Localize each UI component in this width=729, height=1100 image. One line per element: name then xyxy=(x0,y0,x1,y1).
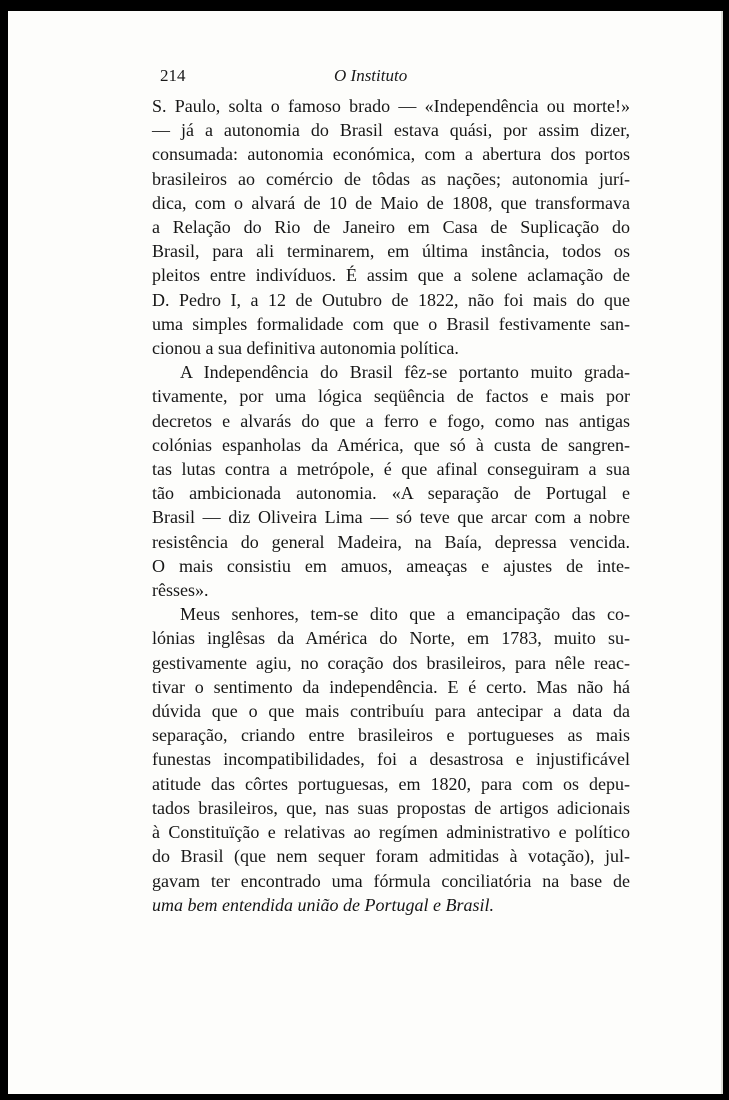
text-line: Brasil — diz Oliveira Lima — só teve que arcar com a nobre xyxy=(152,507,630,528)
paragraph-2 xyxy=(152,360,630,602)
text-line: O mais consistiu em amuos, ameaças e ajustes de inte- xyxy=(152,555,630,576)
text-line: tas lutas contra a metrópole, é que afinal conseguiram a sua xyxy=(152,459,630,480)
text-line: tão ambicionada autonomia. «A separação de Portugal e xyxy=(152,483,630,504)
text-line: dúvida que o que mais contribuíu para antecipar a data da xyxy=(152,701,630,722)
text-line: cionou a sua definitiva autonomia política. xyxy=(152,338,459,359)
text-line: tados brasileiros, que, nas suas propostas de artigos adicionais xyxy=(152,797,630,818)
text-line: S. Paulo, solta o famoso brado — «Independência ou morte!» xyxy=(152,96,630,116)
text-line: — já a autonomia do Brasil estava quási, por assim dizer, xyxy=(152,120,630,141)
text-line: do Brasil (que nem sequer foram admitidas à votação), jul- xyxy=(152,846,630,867)
text-line: brasileiros ao comércio de tôdas as nações; autonomia jurí- xyxy=(152,168,630,189)
text-line: funestas incompatibilidades, foi a desastrosa e injustificável xyxy=(152,749,630,770)
text-line: rêsses». xyxy=(152,580,209,601)
text-line: gavam ter encontrado uma fórmula conciliatória na base de xyxy=(152,870,630,891)
text-line: a Relação do Rio de Janeiro em Casa de Suplicação do xyxy=(152,217,630,238)
text-line: resistência do general Madeira, na Baía, depressa vencida. xyxy=(152,531,630,552)
paragraph-3 xyxy=(152,602,630,917)
text-line: gestivamente agiu, no coração dos brasileiros, para nêle reac- xyxy=(152,652,630,673)
italic-closing-line: uma bem entendida união de Portugal e Brasil. xyxy=(152,894,494,915)
text-line: pleitos entre indivíduos. É assim que a solene aclamação de xyxy=(152,265,630,286)
text-line: A Independência do Brasil fêz-se portanto muito grada- xyxy=(180,362,630,383)
text-line: lónias inglêsas da América do Norte, em 1783, muito su- xyxy=(152,628,630,649)
text-line: atitude das côrtes portuguesas, em 1820, para com os depu- xyxy=(152,773,630,794)
text-line: tivamente, por uma lógica seqüência de factos e mais por xyxy=(152,386,630,407)
text-line: uma simples formalidade com que o Brasil festivamente san- xyxy=(152,313,630,334)
text-line: decretos e alvarás do que a ferro e fogo, como nas antigas xyxy=(152,410,630,431)
text-line: consumada: autonomia económica, com a abertura dos portos xyxy=(152,144,630,165)
text-line: Brasil, para ali terminarem, em última instância, todos os xyxy=(152,241,630,262)
text-line: tivar o sentimento da independência. E é certo. Mas não há xyxy=(152,676,630,697)
text-line: separação, criando entre brasileiros e portugueses as mais xyxy=(152,725,630,746)
page-number: 214 xyxy=(160,66,186,85)
text-line: dica, com o alvará de 10 de Maio de 1808, que transformava xyxy=(152,192,630,213)
text-line: D. Pedro I, a 12 de Outubro de 1822, não foi mais do que xyxy=(152,289,630,310)
text-line: Meus senhores, tem-se dito que a emancipação das co- xyxy=(180,604,630,625)
paragraph-1 xyxy=(152,94,630,360)
text-line: à Constituïção e relativas ao regímen administrativo e político xyxy=(152,822,630,843)
running-title: O Instituto xyxy=(334,66,408,85)
page-header xyxy=(141,60,641,90)
text-line: colónias espanholas da América, que só à custa de sangren- xyxy=(152,434,630,455)
body-text xyxy=(152,94,630,917)
